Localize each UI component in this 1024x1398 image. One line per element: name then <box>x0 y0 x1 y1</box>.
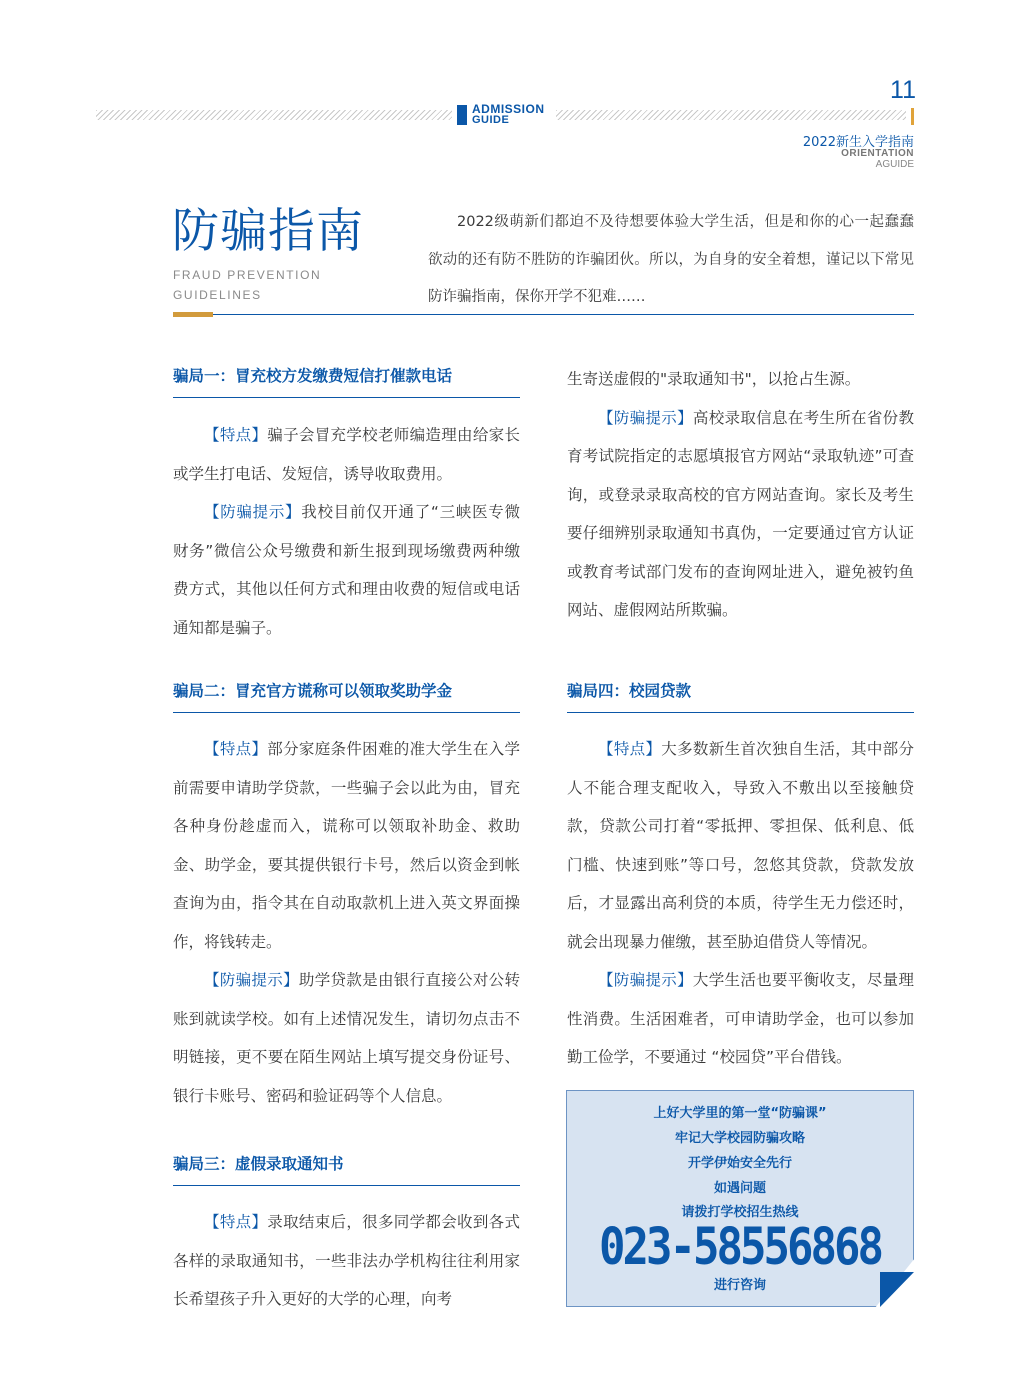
intro-paragraph: 2022级萌新们都迫不及待想要体验大学生活，但是和你的心一起蠢蠢欲动的还有防不胜防的诈骗团伙。所以，为自身的安全着想，谨记以下常见防诈骗指南，保你开学不犯难…… <box>428 214 914 305</box>
section-1-rule <box>173 397 520 398</box>
page-title: 防骗指南 <box>172 204 364 259</box>
section-1-tip-tag: 【防骗提示】 <box>204 503 302 521</box>
section-4-feature-tag: 【特点】 <box>598 740 662 758</box>
section-3-tip-tag: 【防骗提示】 <box>598 408 693 427</box>
section-4-tip-tag: 【防骗提示】 <box>598 971 693 989</box>
header-hatch-right <box>556 110 906 120</box>
section-2-body <box>173 730 520 1115</box>
section-3-feature-tag: 【特点】 <box>204 1213 268 1231</box>
logo-line1: ADMISSION <box>472 102 545 116</box>
section-2-tip-tag: 【防骗提示】 <box>204 971 299 989</box>
page-subtitle-line2: GUIDELINES <box>173 288 262 302</box>
section-3-title: 骗局三：虚假录取通知书 <box>173 1155 344 1173</box>
callout-line-2: 牢记大学校园防骗攻略 <box>674 1131 805 1146</box>
guide-title-en2: AGUIDE <box>875 159 914 170</box>
section-4-tip: 大学生活也要平衡收支，尽量理性消费。生活困难者，可申请助学金，也可以参加勤工俭学，不要通过 “校园贷”平台借钱。 <box>567 971 914 1066</box>
section-2-feature: 部分家庭条件困难的准大学生在入学前需要申请助学贷款，一些骗子会以此为由，冒充各种身份趁虚而入，谎称可以领取补助金、救助金、助学金，要其提供银行卡号，然后以资金到帐查询为由，指令其在自动取款机上进入英文界面操作，将钱转走。 <box>173 740 520 951</box>
section-4-rule <box>567 712 914 713</box>
section-1-body <box>173 416 520 647</box>
title-divider-accent <box>173 312 213 317</box>
logo <box>472 104 545 126</box>
hotline-number: 023-58556868 <box>599 1218 881 1277</box>
section-3-body-continued <box>567 360 914 630</box>
page-subtitle-line1: FRAUD PREVENTION <box>173 268 322 282</box>
section-3-rule <box>173 1185 520 1186</box>
section-2-title: 骗局二：冒充官方谎称可以领取奖助学金 <box>173 682 453 700</box>
section-2-rule <box>173 712 520 713</box>
page-number: 11 <box>890 76 916 104</box>
section-1-feature: 骗子会冒充学校老师编造理由给家长或学生打电话、发短信，诱导收取费用。 <box>173 426 520 483</box>
title-divider <box>173 314 914 315</box>
header-hatch-left <box>96 110 452 120</box>
section-1-feature-tag: 【特点】 <box>204 426 268 444</box>
section-1-tip: 我校目前仅开通了“三峡医专微财务”微信公众号缴费和新生报到现场缴费两种缴费方式，其他以任何方式和理由收费的短信或电话通知都是骗子。 <box>173 503 520 637</box>
callout-line-4: 如遇问题 <box>713 1181 766 1196</box>
section-3-feature: 录取结束后，很多同学都会收到各式各样的录取通知书，一些非法办学机构往往利用家长希望孩子升入更好的大学的心理，向考 <box>173 1213 520 1308</box>
page-number-bar <box>911 108 914 125</box>
logo-mark <box>457 105 467 125</box>
section-3-tip: 高校录取信息在考生所在省份教育考试院指定的志愿填报官方网站“录取轨迹”可查询，或登录录取高校的官方网站查询。家长及考生要仔细辨别录取通知书真伪，一定要通过官方认证或教育考试部门发布的查询网址进入，避免被钓鱼网站、虚假网站所欺骗。 <box>567 408 914 619</box>
section-2-feature-tag: 【特点】 <box>204 740 268 758</box>
section-3-feature-continued: 生寄送虚假的"录取通知书"，以抢占生源。 <box>567 370 861 388</box>
logo-line2: GUIDE <box>472 114 510 126</box>
guide-title-cn: 2022新生入学指南 <box>802 135 914 150</box>
section-1-title: 骗局一：冒充校方发缴费短信打催款电话 <box>173 367 453 385</box>
callout-line-5: 请拨打学校招生热线 <box>681 1205 799 1220</box>
guide-title-en1: ORIENTATION <box>841 148 914 159</box>
section-4-feature: 大多数新生首次独自生活，其中部分人不能合理支配收入，导致入不敷出以至接触贷款，贷款公司打着“零抵押、零担保、低利息、低门槛、快速到账”等口号，忽悠其贷款，贷款发放后，才显露出高利贷的本质，待学生无力偿还时，就会出现暴力催缴，甚至胁迫借贷人等情况。 <box>567 740 914 951</box>
section-2-tip: 助学贷款是由银行直接公对公转账到就读学校。如有上述情况发生，请切勿点击不明链接，更不要在陌生网站上填写提交身份证号、银行卡账号、密码和验证码等个人信息。 <box>173 971 520 1105</box>
page-subtitle-en <box>173 265 321 305</box>
callout-line-1: 上好大学里的第一堂“防骗课” <box>653 1106 827 1121</box>
callout-line-6: 进行咨询 <box>713 1278 766 1293</box>
section-4-body <box>567 730 914 1077</box>
callout-line-3: 开学伊始安全先行 <box>687 1156 792 1171</box>
section-3-body <box>173 1203 520 1319</box>
section-4-title: 骗局四：校园贷款 <box>567 682 692 700</box>
